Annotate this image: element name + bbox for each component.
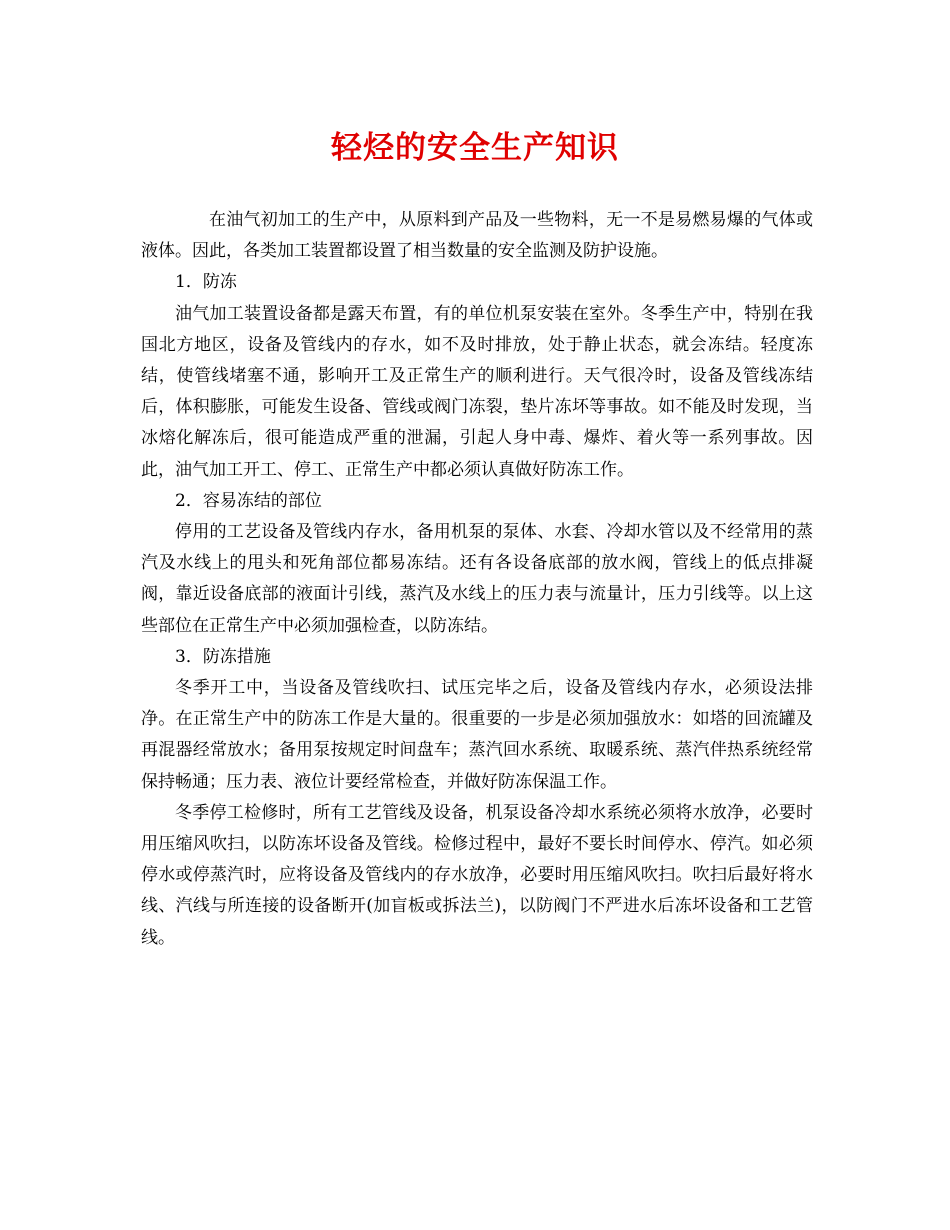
document-body [141, 205, 813, 954]
document-title: 轻烃的安全生产知识 [331, 130, 619, 166]
section-heading-antifreeze-measures: 3．防冻措施 [175, 646, 271, 667]
paragraph-winter-startup: 冬季开工中，当设备及管线吹扫、试压完毕之后，设备及管线内存水，必须设法排净。在正常生产中的防冻工作是大量的。很重要的一步是必须加强放水：如塔的回流罐及再混器经常放水；备用泵按规定时间盘车；蒸汽回水系统、取暖系统、蒸汽伴热系统经常保持畅通；压力表、液位计要经常检查，并做好防冻保温工作。 [141, 678, 813, 792]
intro-paragraph: 在油气初加工的生产中，从原料到产品及一些物料，无一不是易燃易爆的气体或液体。因此，各类加工装置都设置了相当数量的安全监测及防护设施。 [141, 210, 813, 262]
section-heading-freezing-locations: 2．容易冻结的部位 [175, 490, 322, 511]
section-heading-antifreeze: 1．防冻 [175, 272, 237, 293]
paragraph-antifreeze: 油气加工装置设备都是露天布置，有的单位机泵安装在室外。冬季生产中，特别在我国北方地区，设备及管线内的存水，如不及时排放，处于静止状态，就会冻结。轻度冻结，使管线堵塞不通，影响开工及正常生产的顺利进行。天气很冷时，设备及管线冻结后，体积膨胀，可能发生设备、管线或阀门冻裂，垫片冻坏等事故。如不能及时发现，当冰熔化解冻后，很可能造成严重的泄漏，引起人身中毒、爆炸、着火等一系列事故。因此，油气加工开工、停工、正常生产中都必须认真做好防冻工作。 [141, 303, 813, 480]
paragraph-winter-shutdown: 冬季停工检修时，所有工艺管线及设备，机泵设备冷却水系统必须将水放净，必要时用压缩风吹扫，以防冻坏设备及管线。检修过程中，最好不要长时间停水、停汽。如必须停水或停蒸汽时，应将设备及管线内的存水放净，必要时用压缩风吹扫。吹扫后最好将水线、汽线与所连接的设备断开(加盲板或拆法兰)，以防阀门不严进水后冻坏设备和工艺管线。 [141, 802, 813, 948]
paragraph-freezing-locations: 停用的工艺设备及管线内存水，备用机泵的泵体、水套、冷却水管以及不经常用的蒸汽及水线上的甩头和死角部位都易冻结。还有各设备底部的放水阀，管线上的低点排凝阀，靠近设备底部的液面计引线，蒸汽及水线上的压力表与流量计，压力引线等。以上这些部位在正常生产中必须加强检查，以防冻结。 [141, 522, 813, 636]
